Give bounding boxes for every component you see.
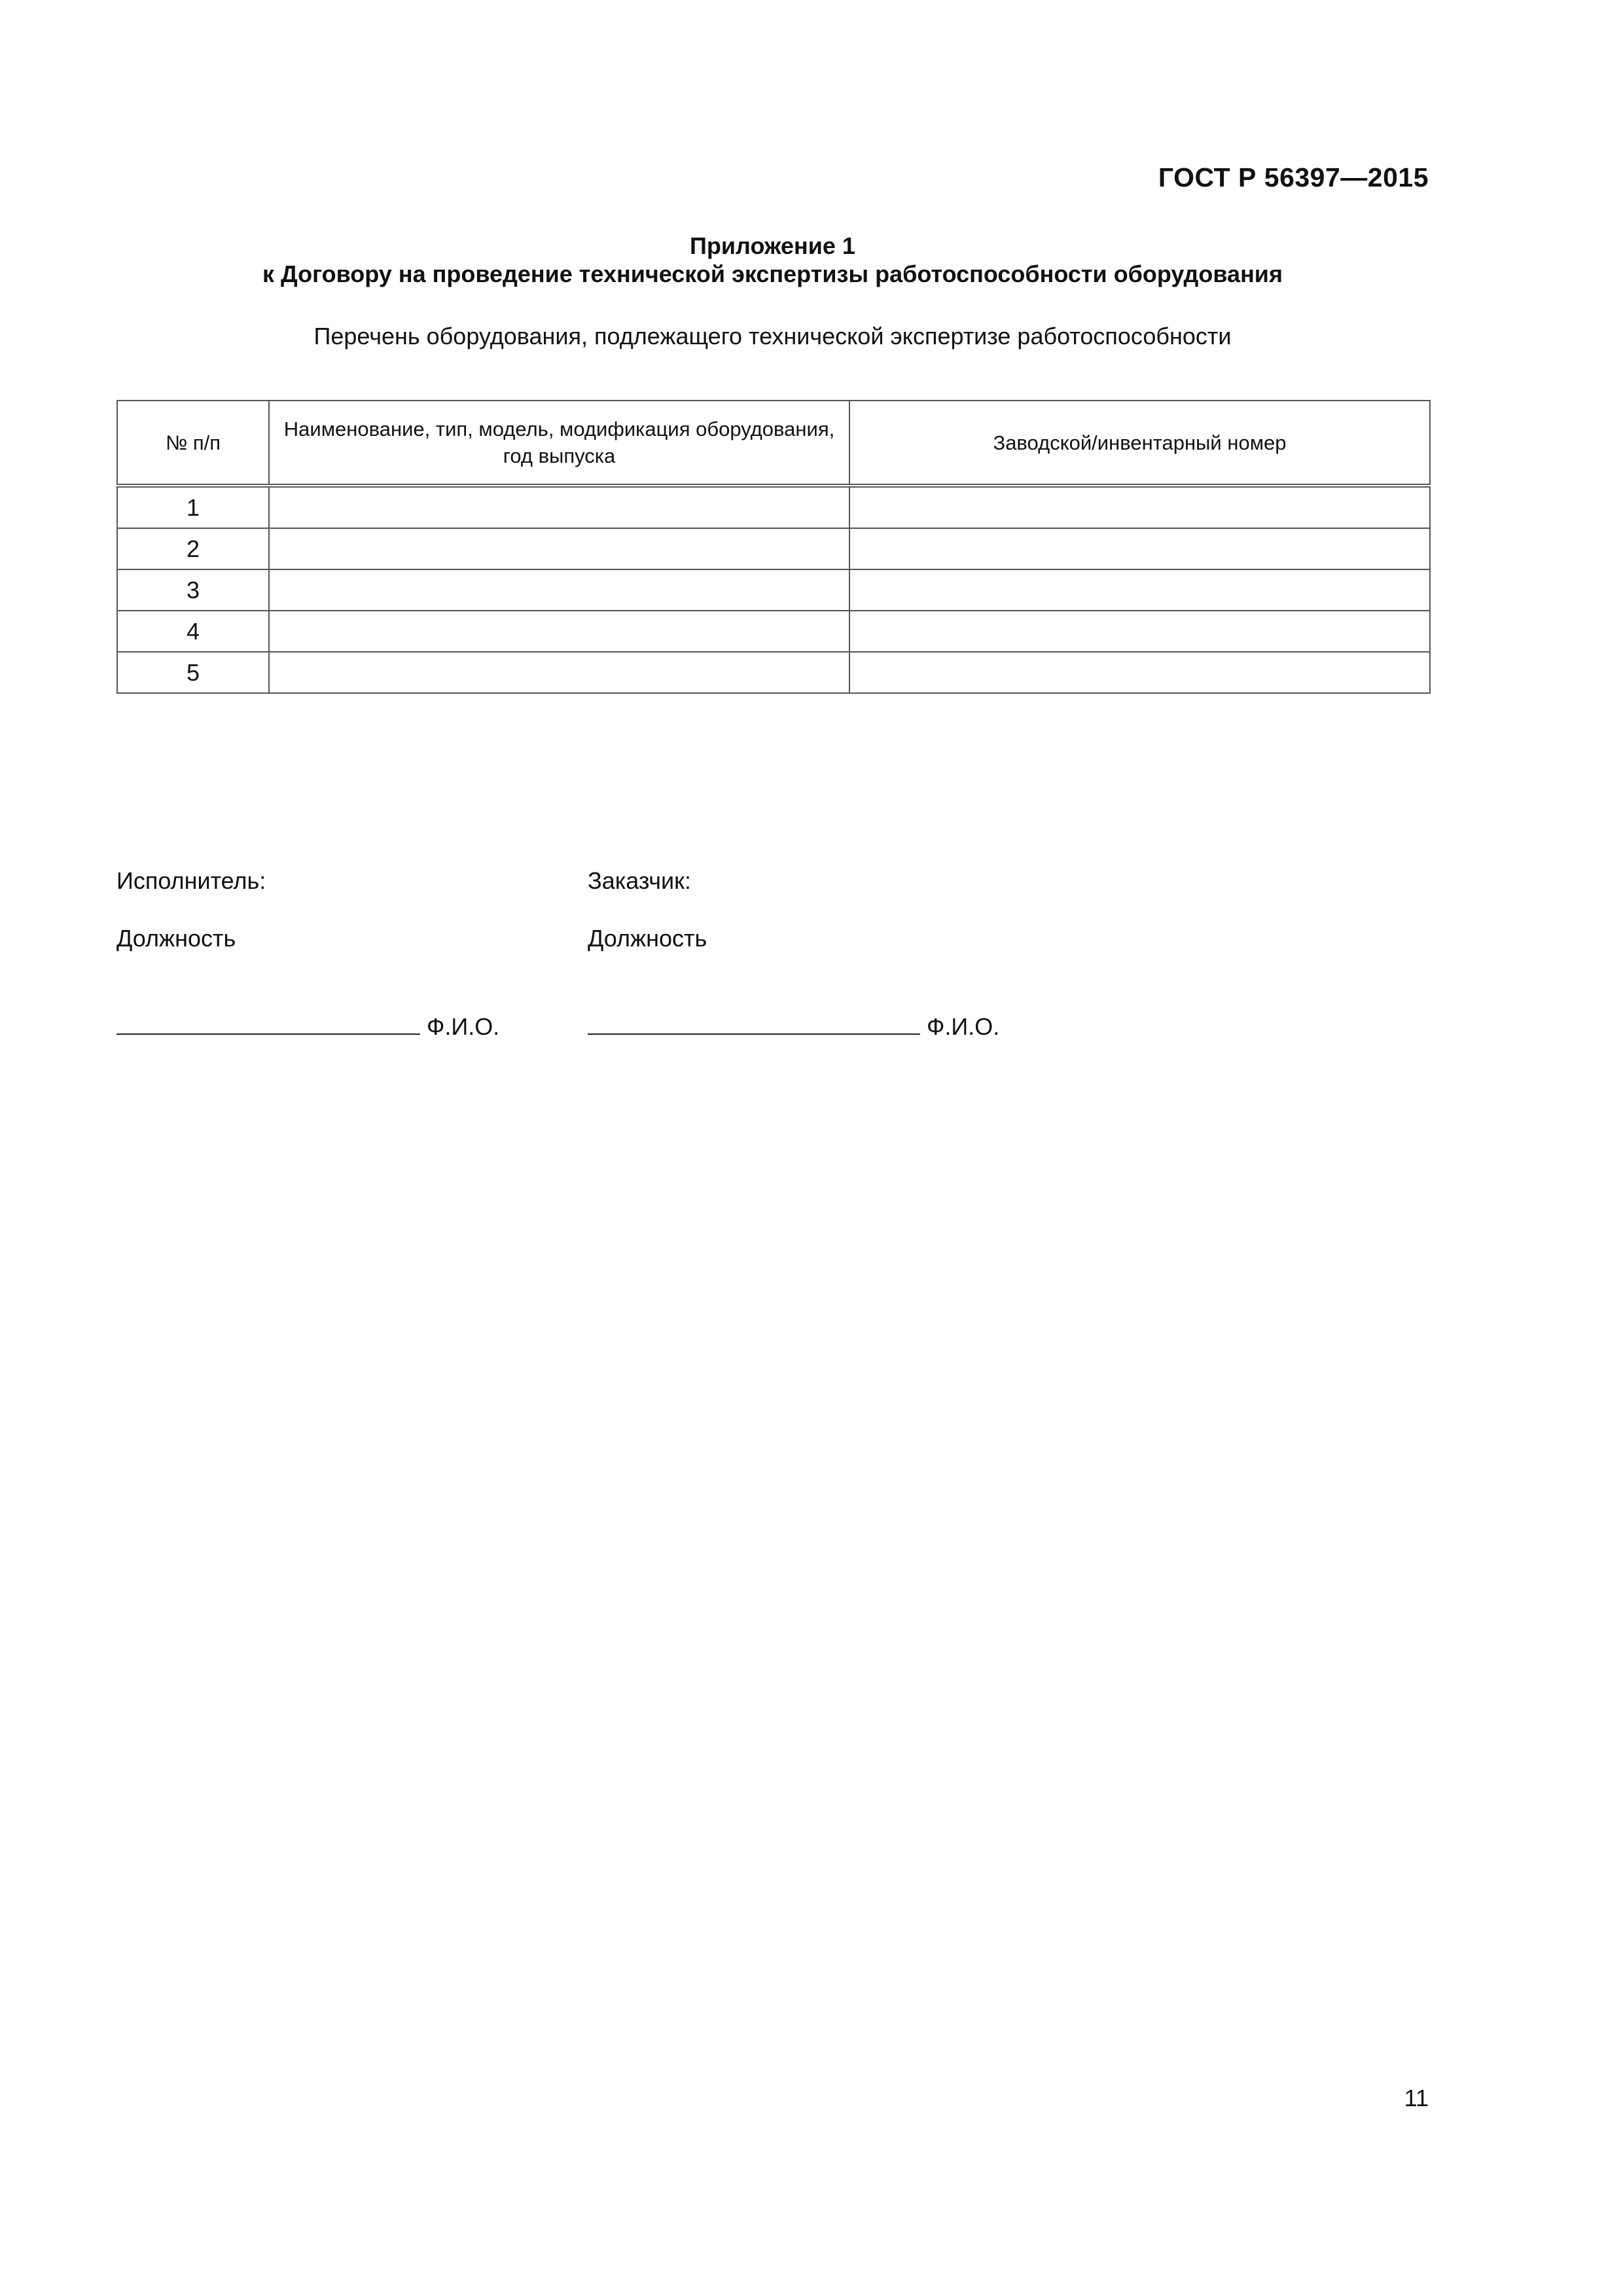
executor-role-label: Исполнитель: — [116, 867, 266, 894]
equipment-name-cell[interactable] — [269, 652, 849, 693]
equipment-table — [116, 400, 1431, 694]
appendix-number: Приложение 1 — [690, 232, 855, 259]
list-subtitle: Перечень оборудования, подлежащего технической экспертизе работоспособности — [313, 323, 1232, 350]
table-row — [117, 486, 1430, 528]
column-header-number: № п/п — [117, 401, 269, 486]
customer-signature-block — [588, 1013, 999, 1041]
customer-role-label: Заказчик: — [588, 867, 691, 894]
executor-signature-line[interactable] — [116, 1014, 420, 1035]
page-number: 11 — [1404, 2085, 1429, 2111]
table-row — [117, 528, 1430, 569]
serial-number-cell[interactable] — [849, 611, 1430, 652]
column-header-equipment-name: Наименование, тип, модель, модификация оборудования, год выпуска — [269, 401, 849, 486]
column-header-serial-number: Заводской/инвентарный номер — [849, 401, 1430, 486]
serial-number-cell[interactable] — [849, 486, 1430, 528]
row-number-cell: 1 — [117, 486, 269, 528]
customer-signature-line[interactable] — [588, 1014, 920, 1035]
serial-number-cell[interactable] — [849, 528, 1430, 569]
appendix-title: к Договору на проведение технической экспертизы работоспособности оборудования — [262, 260, 1283, 287]
standard-code: ГОСТ Р 56397—2015 — [1158, 162, 1429, 192]
executor-position-label: Должность — [116, 925, 236, 952]
equipment-name-cell[interactable] — [269, 528, 849, 569]
equipment-name-cell[interactable] — [269, 611, 849, 652]
table-row — [117, 611, 1430, 652]
row-number-cell: 2 — [117, 528, 269, 569]
customer-name-label: Ф.И.О. — [927, 1013, 1000, 1040]
table-header-row — [117, 401, 1430, 486]
row-number-cell: 3 — [117, 569, 269, 611]
executor-name-label: Ф.И.О. — [427, 1013, 500, 1040]
serial-number-cell[interactable] — [849, 569, 1430, 611]
row-number-cell: 4 — [117, 611, 269, 652]
equipment-name-cell[interactable] — [269, 486, 849, 528]
table-row — [117, 569, 1430, 611]
customer-position-label: Должность — [588, 925, 707, 952]
executor-signature-block — [116, 1013, 499, 1041]
serial-number-cell[interactable] — [849, 652, 1430, 693]
equipment-name-cell[interactable] — [269, 569, 849, 611]
table-row — [117, 652, 1430, 693]
row-number-cell: 5 — [117, 652, 269, 693]
